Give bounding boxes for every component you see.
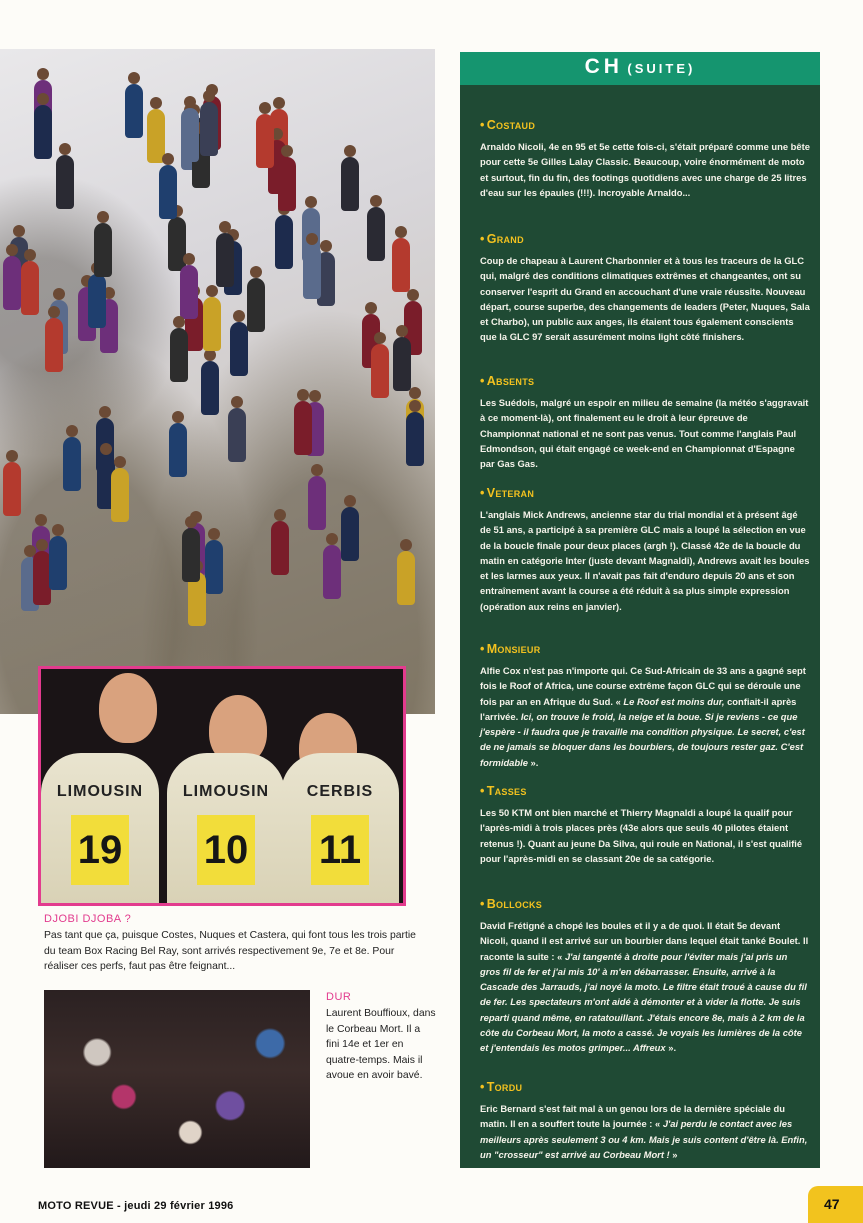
spectator-figure [63,437,81,491]
section-body: David Frétigné a chopé les boules et il y a de quoi. Il était 5e devant Nicoli, quand il est arrivé sur un bourbier dans lequel était tanké Boulet. Il raconte la suite : « J'ai tangenté à droite pour l'éviter mais j'ai pris un gros fil de fer et j'ai mis 10' à m'en débarrasser. Ensuite, arrivé à la Cascade des Jarrauds, j'ai noyé la moto. Le filtre était troué à cause du fil de fer. Les spectateurs m'ont aidé à démonter et à vider la flotte. Je suis reparti quand même, en ratatouillant. J'étais encore 8e, mais à 2 km de la côte du Corbeau Mort, la moto a cassé. Je voyais les lumières de la côte et j'entendais les motos grimper... Affreux ». [480,920,809,1054]
section-title: • Costaud [480,118,536,132]
rider-head [99,673,157,743]
page-number: 47 [824,1196,840,1212]
spectator-figure [278,157,296,211]
section-body: L'anglais Mick Andrews, ancienne star du trial mondial et à présent âgé de 51 ans, a participé à sa première GLC mais a loupé la sélection en vue de la boucle finale pour deux places (argh !). Classé 42e de la boucle du matin en catégorie Inter (juste devant Magnaldi), Andrews avait les boules et les larmes aux yeux. Il n'avait pas fait d'enduro depuis 20 ans et son entraînement avant la course a été réduit à sa plus simple expression (opération aux reins en janvier). [480,509,810,612]
photo-podium-riders [38,666,406,906]
section-body: Arnaldo Nicoli, 4e en 95 et 5e cette fois-ci, s'était préparé comme une bête pour cette 5e Gilles Lalay Classic. Beaucoup, voire énormément de moto et surtout, fin du fin, des footings quotidiens avec une charge de 25 litres d'eau sur les épaules (!!!). Incroyable Arnaldo... [480,141,810,198]
spectator-figure [168,217,186,271]
section-title: • Grand [480,232,524,246]
spectator-figure [203,297,221,351]
jersey-number: 19 [71,815,129,885]
section-body: Alfie Cox n'est pas n'importe qui. Ce Sud-Africain de 33 ans a gagné sept fois le Roof of Africa, une course extrême façon GLC qui se déroule une fois par an en Afrique du Sud. « Le Roof est moins dur, confiait-il après l'arrivée. Ici, on trouve le froid, la neige et la boue. Si je reviens - ce que j'espère - il faudra que je travaille ma condition physique. Le secret, c'est de ne jamais se bloquer dans les bourbiers, de toujours rester gaz. C'est formidable ». [480,665,806,768]
spectator-figure [180,265,198,319]
section-body: Les 50 KTM ont bien marché et Thierry Magnaldi a loupé la qualif pour l'après-midi à trois places près (43e alors que seuls 40 pilotes étaient retenus !). Quant au jeune Da Silva, qui roule en National, il s'est qualifié pour l'après-midi en se classant 20e de sa catégorie. [480,807,803,864]
jersey-number: 10 [197,815,255,885]
section-body: Coup de chapeau à Laurent Charbonnier et à tous les traceurs de la GLC qui, malgré des conditions climatiques extrêmes et changeantes, ont su conserver l'esprit du Grand en accouchant d'une vraie réussite. Nouveau départ, course superbe, des changements de leaders (Peter, Nuques, Sala et Charbo), un public aux anges, ils étaient tous également conscients que la GLC 97 serait assurément moins light côté finishers. [480,255,810,343]
spectator-figure [256,114,274,168]
caption-title-dur: DUR [326,991,352,1003]
spectator-figure [271,521,289,575]
spectator-figure [294,401,312,455]
spectator-figure [341,157,359,211]
section-veteran [480,486,810,614]
section-tordu [480,1080,810,1162]
photo-spectators-in-snow [0,49,435,714]
spectator-figure [367,207,385,261]
spectator-figure [181,108,199,162]
spectator-figure [34,105,52,159]
spectator-figure [341,507,359,561]
publication-footer: MOTO REVUE - jeudi 29 février 1996 [38,1200,234,1212]
spectator-figure [159,165,177,219]
spectator-figure [216,233,234,287]
spectator-figure [56,155,74,209]
rider-jersey [281,753,399,903]
photo-rider-in-crowd [44,990,310,1168]
section-title: • Tordu [480,1080,523,1094]
section-monsieur [480,642,810,770]
article-panel [460,52,820,1168]
spectator-figure [323,545,341,599]
section-absents [480,374,810,471]
spectator-figure [230,322,248,376]
header-title: CH [584,55,623,78]
spectator-figure [308,476,326,530]
section-grand [480,232,810,345]
spectator-figure [49,536,67,590]
section-title: • Monsieur [480,642,541,656]
section-tasses [480,784,810,866]
jersey-number: 11 [311,815,369,885]
spectator-figure [247,278,265,332]
rider-jersey [41,753,159,903]
section-title: • Bollocks [480,897,543,911]
spectator-figure [275,215,293,269]
caption-title-djobi: DJOBI DJOBA ? [44,913,132,925]
spectator-figure [205,540,223,594]
spectator-figure [228,408,246,462]
jersey-sponsor: CERBIS [306,783,374,800]
spectator-figure [45,318,63,372]
spectator-figure [200,102,218,156]
section-title: • Tasses [480,784,527,798]
rider-jersey [167,753,285,903]
caption-text-djobi: Pas tant que ça, puisque Costes, Nuques et Castera, qui font tous les trois partie du team Box Racing Bel Ray, sont arrivés respectivement 9e, 7e et 8e. Pour réaliser ces perfs, faut pas être feignant... [44,930,416,972]
spectator-figure [94,223,112,277]
spectator-figure [111,468,129,522]
section-title: • Absents [480,374,535,388]
caption-text-dur: Laurent Bouffioux, dans le Corbeau Mort. Il a fini 14e et 1er en quatre-temps. Mais il avoue en avoir bavé. [326,1008,436,1081]
header-suffix: (SUITE) [627,61,696,76]
section-body: Eric Bernard s'est fait mal à un genou lors de la dernière spéciale du matin. Il en a souffert toute la journée : « J'ai perdu le contact avec les meilleurs après seulement 3 ou 4 km. Mais je suis content d'être là. Enfin, un "crosseur" est arrivé au Corbeau Mort ! » [480,1103,808,1160]
section-title: • Veteran [480,486,535,500]
spectator-figure [371,344,389,398]
spectator-figure [170,328,188,382]
section-costaud [480,118,810,200]
spectator-figure [182,528,200,582]
spectator-figure [3,462,21,516]
spectator-figure [88,274,106,328]
spectator-figure [303,245,321,299]
spectator-figure [393,337,411,391]
section-body: Les Suédois, malgré un espoir en milieu de semaine (la météo s'aggravait à ce moment-là), ont finalement eu le droit à leur épreuve de Championnat national et ne sont pas venus. Tout comme l'anglais Paul Edmondson, qui était engagé ce week-end en Championnat d'Espagne par Gas Gas. [480,397,809,470]
spectator-figure [21,261,39,315]
spectator-figure [406,412,424,466]
spectator-figure [169,423,187,477]
jersey-sponsor: LIMOUSIN [182,783,270,800]
section-bollocks [480,897,810,1056]
section-header [460,52,820,85]
spectator-figure [397,551,415,605]
jersey-sponsor: LIMOUSIN [56,783,144,800]
spectator-figure [3,256,21,310]
spectator-figure [201,361,219,415]
spectator-figure [392,238,410,292]
spectator-figure [125,84,143,138]
